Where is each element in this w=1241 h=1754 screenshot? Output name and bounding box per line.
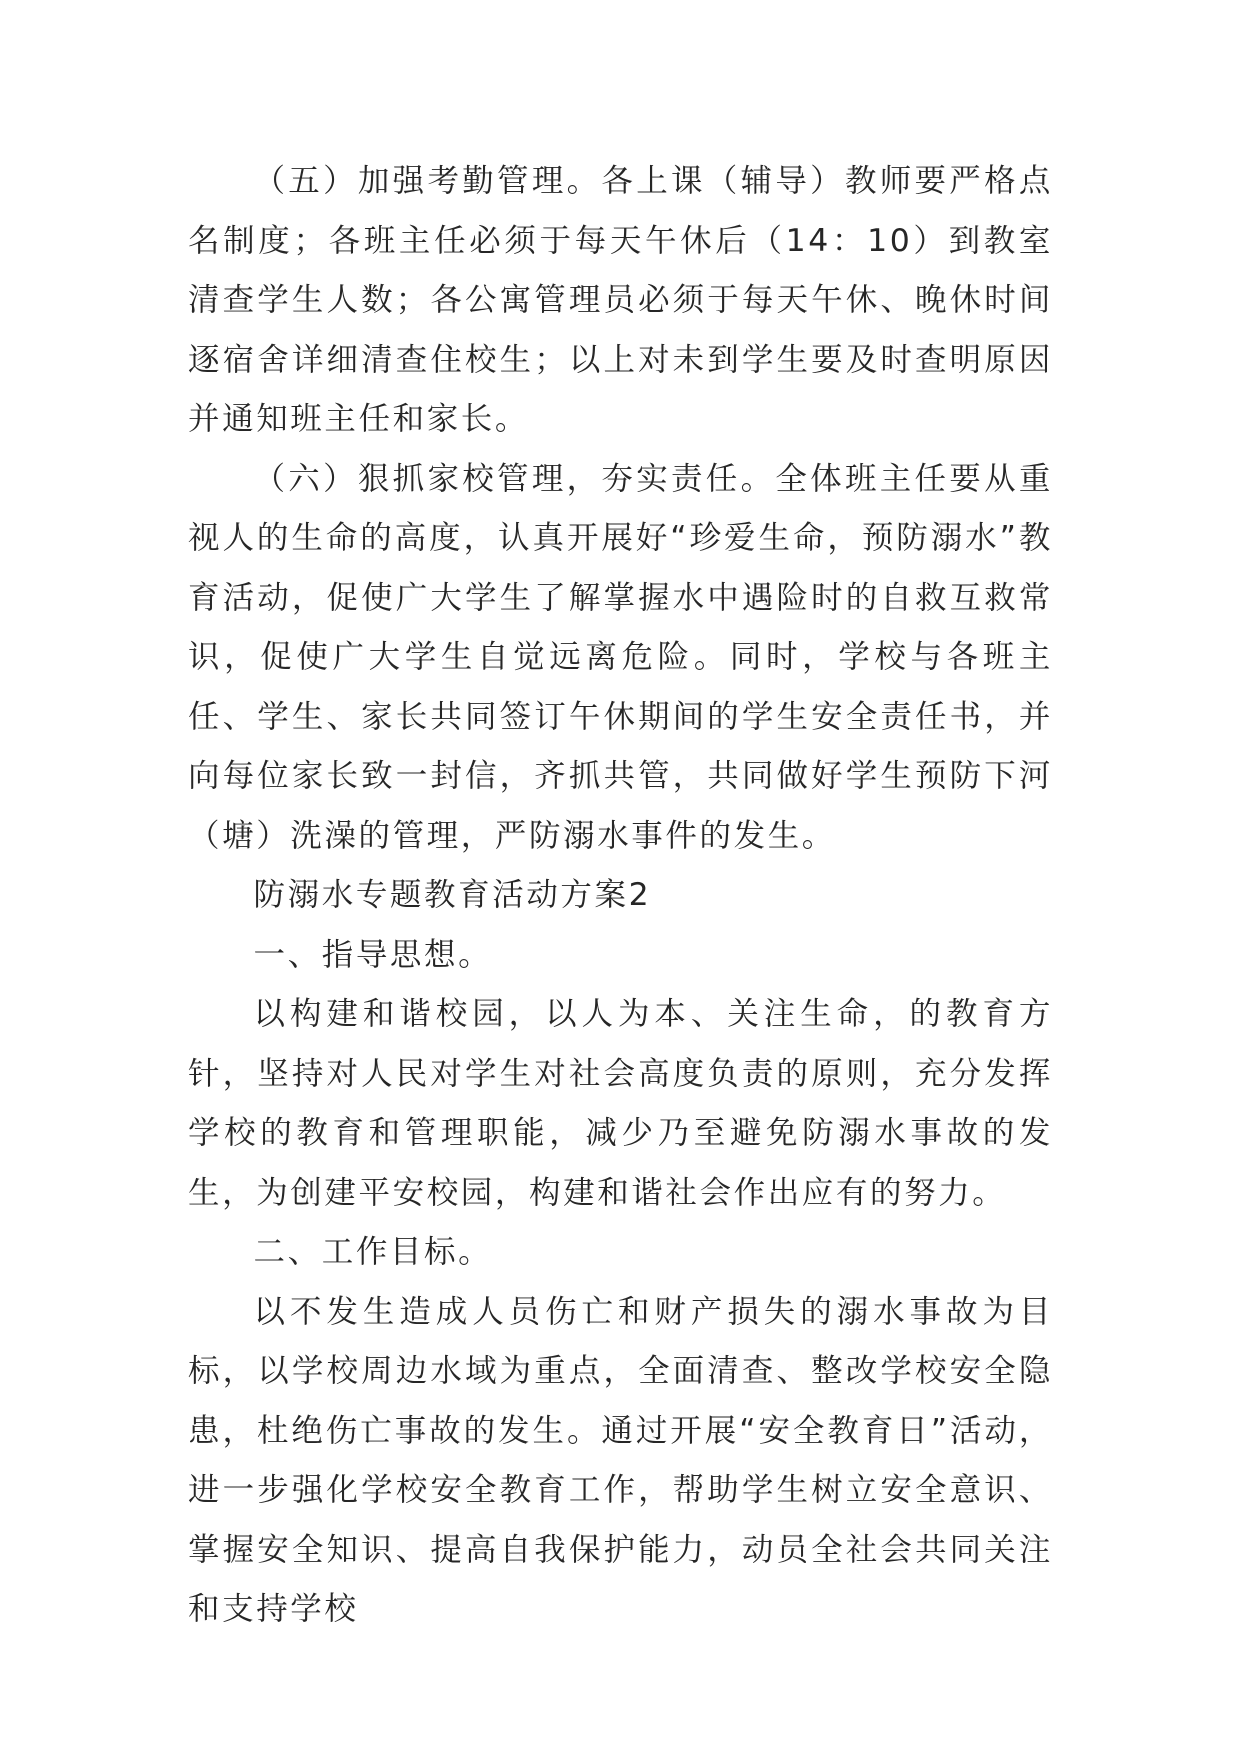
section-heading-guiding-ideology: 一、指导思想。 (253, 936, 493, 973)
paragraph-guiding-ideology: 以构建和谐校园，以人为本、关注生命，的教育方针，坚持对人民对学生对社会高度负责的原则，充分发挥学校的教育和管理职能，减少乃至避免防溺水事故的发生，为创建平安校园，构建和谐社会作出应有的努力。 (188, 996, 1053, 1211)
plan-2-title: 防溺水专题教育活动方案2 (253, 877, 652, 913)
section-heading-work-goals: 二、工作目标。 (253, 1234, 493, 1270)
paragraph-home-school-management: （六）狠抓家校管理，夯实责任。全体班主任要从重视人的生命的高度，认真开展好“珍爱生命，预防溺水”教育活动，促使广大学生了解掌握水中遇险时的自救互救常识，促使广大学生自觉远离危险。同时，学校与各班主任、学生、家长共同签订午休期间的学生安全责任书，并向每位家长致一封信，齐抓共管，共同做好学生预防下河（塘）洗澡的管理，严防溺水事件的发生。 (188, 460, 1053, 854)
paragraph-attendance-management: （五）加强考勤管理。各上课（辅导）教师要严格点名制度；各班主任必须于每天午休后（14：10）到教室清查学生人数；各公寓管理员必须于每天午休、晚休时间逐宿舍详细清查住校生；以上对未到学生要及时查明原因并通知班主任和家长。 (188, 163, 1053, 437)
paragraph-work-goals: 以不发生造成人员伤亡和财产损失的溺水事故为目标，以学校周边水域为重点，全面清查、整改学校安全隐患，杜绝伤亡事故的发生。通过开展“安全教育日”活动，进一步强化学校安全教育工作，帮助学生树立安全意识、掌握安全知识、提高自我保护能力，动员全社会共同关注和支持学校 (188, 1293, 1053, 1627)
document-body (188, 152, 1053, 1640)
